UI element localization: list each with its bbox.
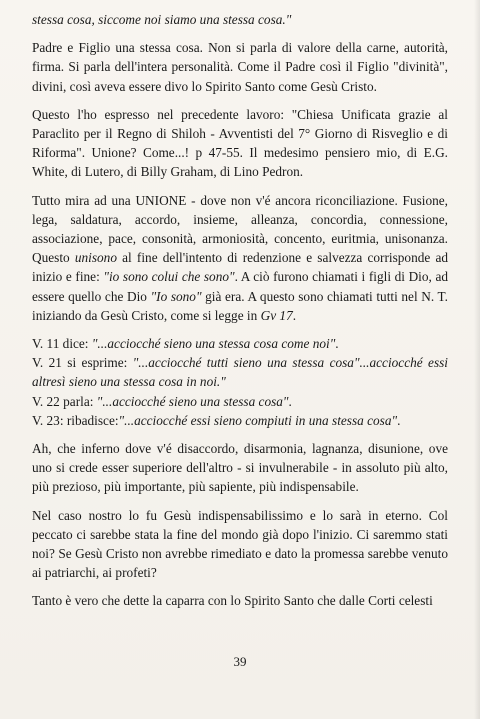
paragraph-6: Tanto è vero che dette la caparra con lo Spirito Santo che dalle Corti celesti — [32, 593, 433, 609]
paragraph-4: Ah, che inferno dove v'é disaccordo, disarmonia, lagnanza, disunione, ove uno si crede esser superiore dell'altro - si invulnerabile - in assoluto più alto, più prezioso, più importante, più sapiente, più indispensabile. — [32, 441, 448, 495]
top-quote: stessa cosa, siccome noi siamo una stessa cosa." — [32, 12, 292, 27]
page-number: 39 — [233, 654, 247, 669]
paragraph-3: Tutto mira ad una UNIONE - dove non v'é ancora riconciliazione. Fusione, lega, saldatura, accordo, insieme, alleanza, concordia, connessione, associazione, pace, consonità, armoniosità, concento, euritmia, unisonanza. Questo unisono al fine dell'intento di redenzione e salvezza corrisponde ad inizio e fine: "io sono colui che sono". A ciò furono chiamati i figli di Dio, ad essere quello che Dio "Io sono" già era. A questo sono chiamati tutti nel N. T. iniziando da Gesù Cristo, come si legge in Gv 17. — [32, 192, 449, 323]
paragraph-2: Questo l'ho espresso nel precedente lavoro: "Chiesa Unificata grazie al Paraclito per il Regno di Shiloh - Avventisti del 7° Giorno di Risveglio e di Riforma". Unione? Come...! p 47-55. Il medesimo pensiero mio, di E.G. White, di Lutero, di Billy Graham, di Lino Pedron. — [32, 106, 448, 180]
verse-line: V. 22 parla: "...acciocché sieno una stessa cosa". — [32, 393, 292, 409]
verse-line: V. 11 dice: "...acciocché sieno una stessa cosa come noi". — [32, 336, 339, 352]
paragraph-1: Padre e Figlio una stessa cosa. Non si parla di valore della carne, autorità, firma. Si parla dell'intera personalità. Come il Padre così il Figlio "divinità", divini, così aveva essere divo lo Spirito Santo come Gesù Cristo. — [32, 40, 448, 94]
paragraph-5: Nel caso nostro lo fu Gesù indispensabilissimo e lo sarà in eterno. Col peccato ci sarebbe stata la fine del mondo già dopo l'inizio. Ci saremmo stati noi? Se Gesù Cristo non avrebbe rimediato e dato la promessa sarebbe venuto ai patriarchi, ai profeti? — [32, 507, 448, 581]
verse-list — [32, 334, 448, 430]
verse-line: V. 21 si esprime: "...acciocché tutti sieno una stessa cosa"...acciocché essi altresì sieno una stessa cosa in noi." — [32, 355, 448, 390]
verse-line: V. 23: ribadisce:"...acciocché essi sieno compiuti in una stessa cosa". — [32, 412, 401, 428]
